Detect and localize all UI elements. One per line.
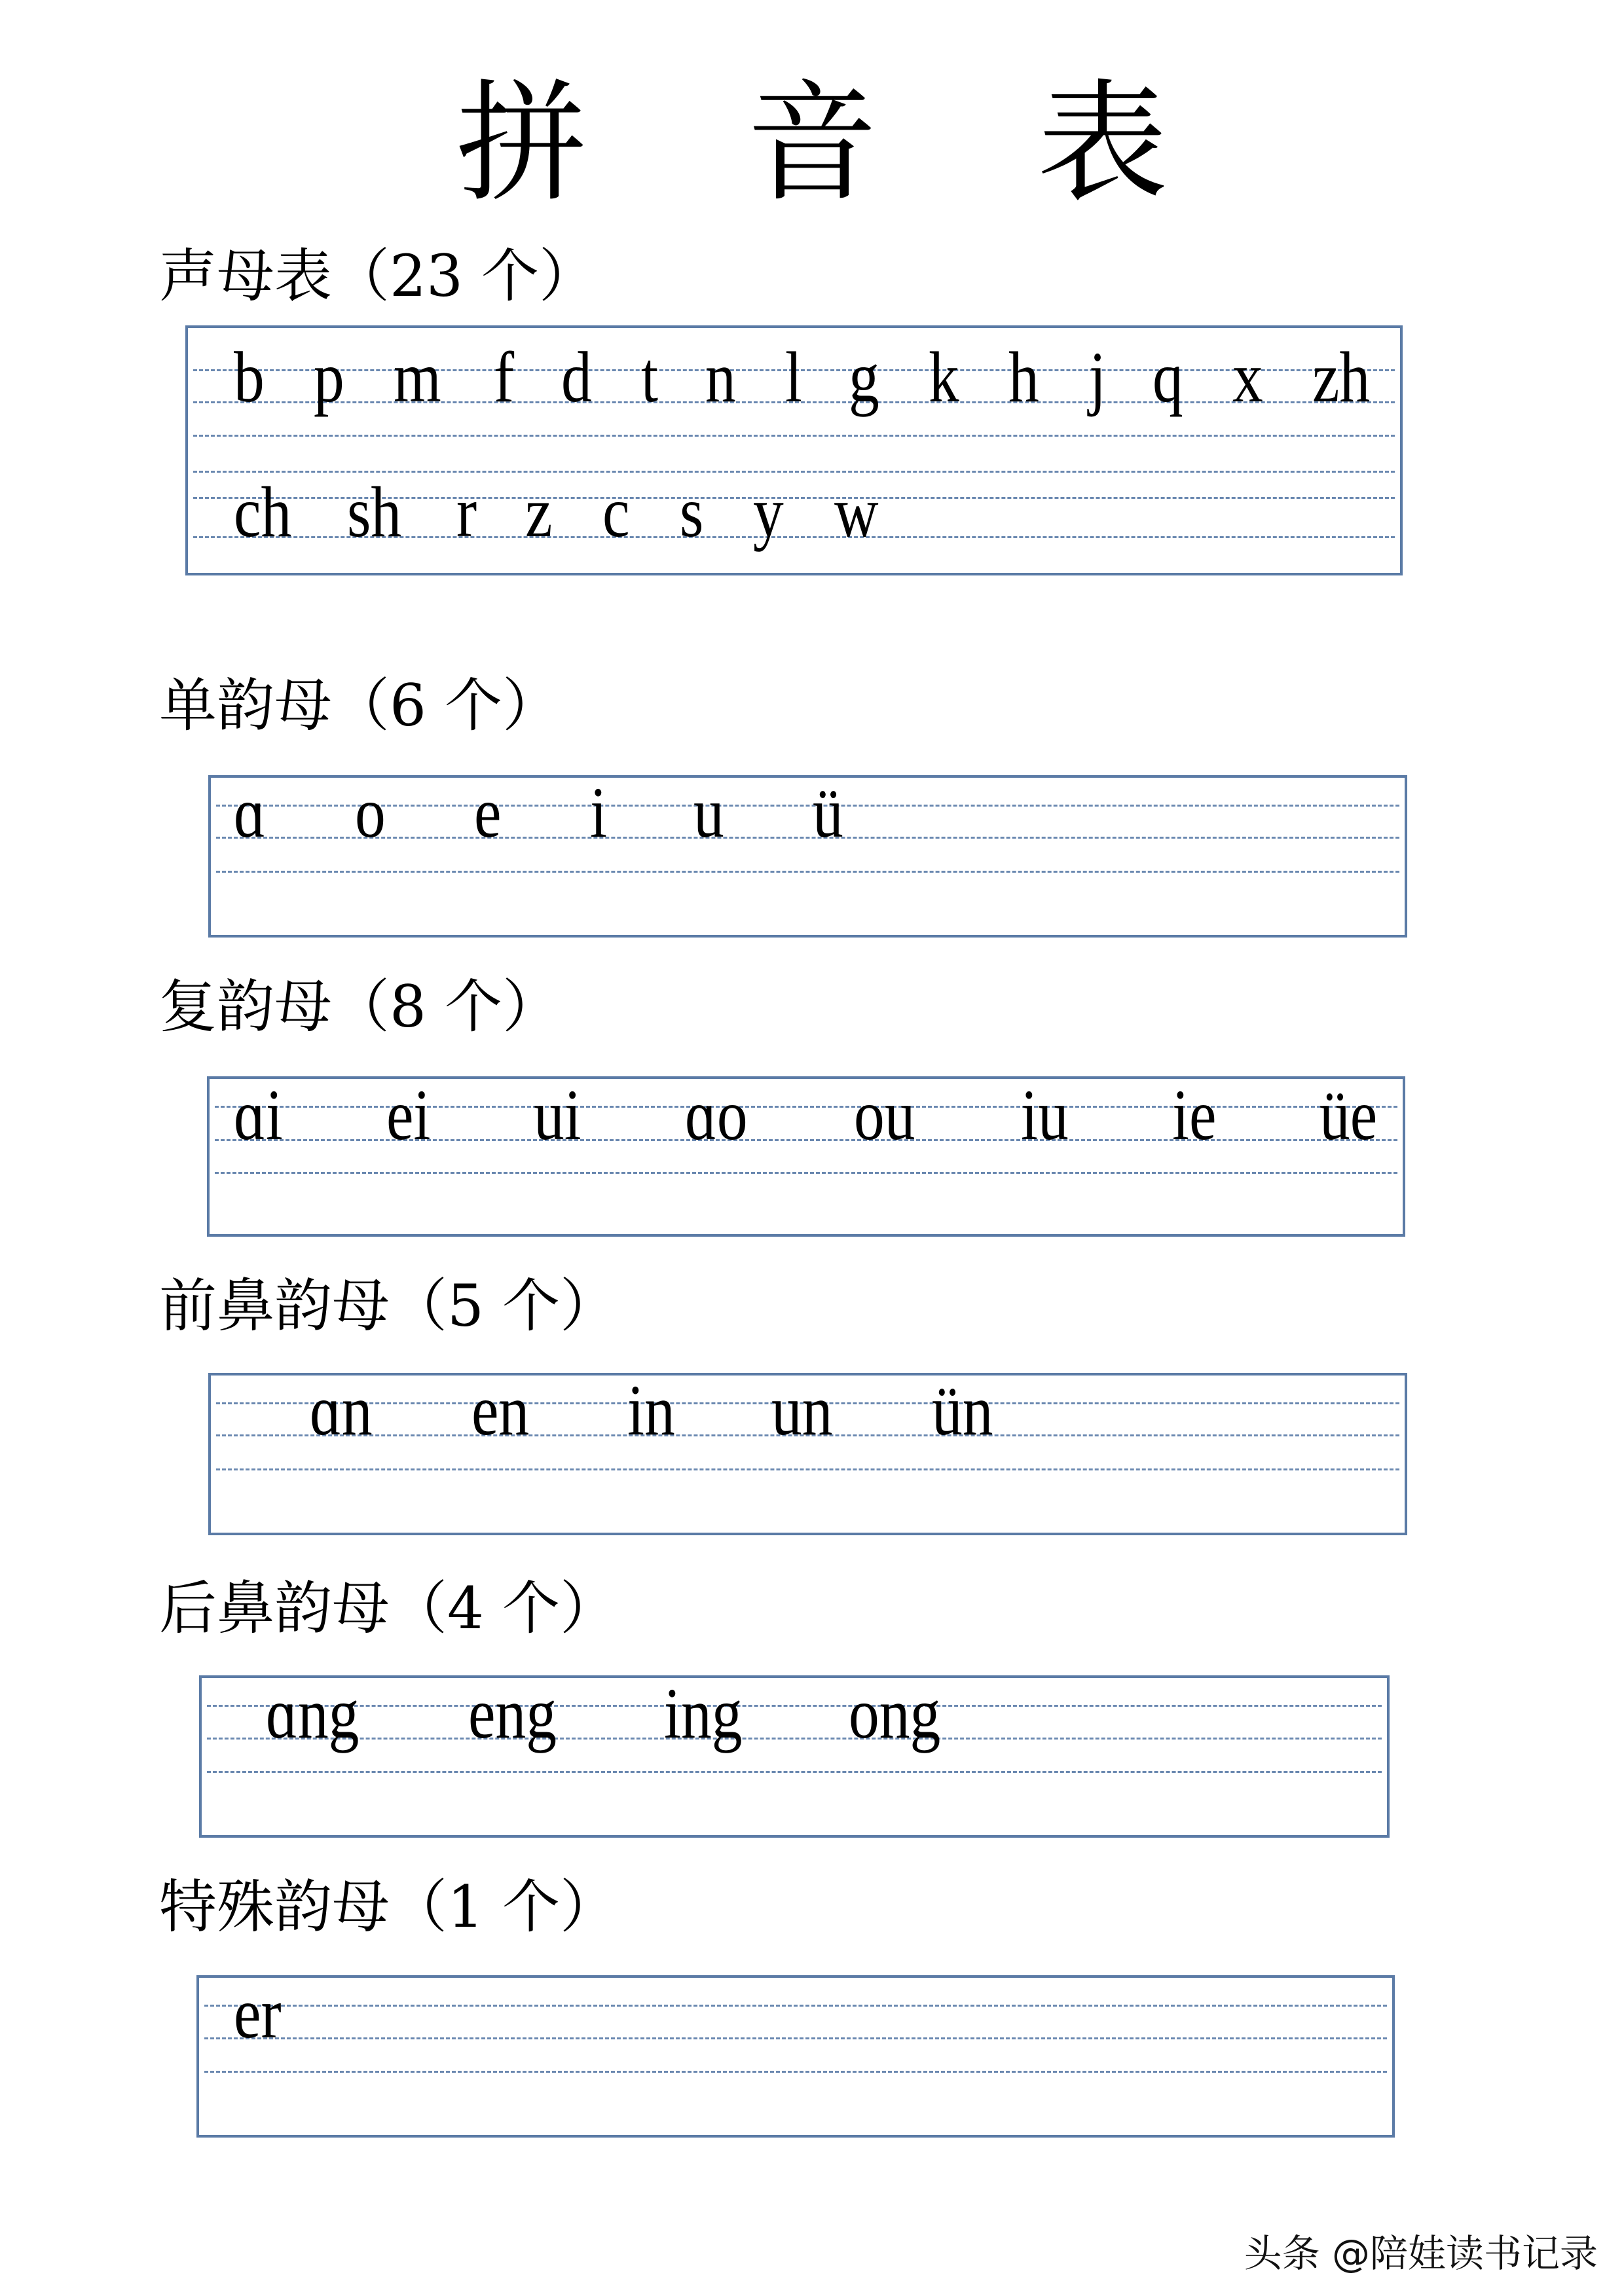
pinyin-item: k xyxy=(929,337,960,417)
pinyin-item: d xyxy=(561,337,593,417)
pinyin-item: c xyxy=(602,472,630,552)
pinyin-item: e xyxy=(474,773,502,852)
pinyin-item: r xyxy=(456,472,477,552)
pinyin-item: y xyxy=(752,472,784,552)
pinyin-item: w xyxy=(834,472,879,552)
pinyin-item: ɑn xyxy=(310,1370,373,1450)
pinyin-row xyxy=(234,472,886,552)
page-title: 拼 音 表 xyxy=(456,67,1227,220)
guide-line xyxy=(216,871,1399,873)
pinyin-item: f xyxy=(493,337,514,417)
pinyin-item: t xyxy=(641,337,659,417)
pinyin-item: i xyxy=(589,773,607,852)
pinyin-item: j xyxy=(1088,337,1106,417)
pinyin-item: u xyxy=(693,773,724,852)
pinyin-item: en xyxy=(471,1370,530,1450)
pinyin-item: zh xyxy=(1312,337,1371,417)
guide-line xyxy=(216,1468,1399,1470)
guide-line xyxy=(204,2071,1387,2073)
pinyin-item: ɑng xyxy=(266,1673,360,1753)
pinyin-item: un xyxy=(771,1370,833,1450)
section-heading: 单韵母（6 个） xyxy=(159,672,560,739)
section-heading: 特殊韵母（1 个） xyxy=(159,1873,618,1941)
guide-line xyxy=(204,2005,1387,2007)
pinyin-row xyxy=(234,1973,365,2053)
pinyin-item: s xyxy=(679,472,704,552)
pinyin-item: ü xyxy=(812,773,843,852)
pinyin-row xyxy=(234,773,849,852)
guide-line xyxy=(204,2037,1387,2039)
pinyin-item: sh xyxy=(346,472,401,552)
pinyin-item: l xyxy=(784,337,802,417)
writing-box xyxy=(196,1975,1395,2138)
pinyin-row xyxy=(234,337,1380,417)
pinyin-item: ün xyxy=(931,1370,993,1450)
watermark: 头条 @陪娃读书记录 xyxy=(1244,2231,1598,2276)
pinyin-item: ong xyxy=(848,1673,941,1753)
pinyin-item: in xyxy=(627,1370,676,1450)
pinyin-item: er xyxy=(234,1973,282,2053)
pinyin-item: ɑ xyxy=(234,773,266,852)
pinyin-item: p xyxy=(314,337,344,417)
pinyin-item: n xyxy=(705,337,736,417)
pinyin-item: ing xyxy=(664,1673,743,1753)
pinyin-item: ei xyxy=(386,1075,431,1155)
pinyin-item: ou xyxy=(854,1075,915,1155)
pinyin-item: iu xyxy=(1021,1075,1069,1155)
pinyin-item: o xyxy=(354,773,386,852)
pinyin-item: ch xyxy=(234,472,292,552)
pinyin-item: ui xyxy=(534,1075,581,1155)
pinyin-item: q xyxy=(1153,337,1183,417)
section-heading: 声母表（23 个） xyxy=(159,242,597,310)
pinyin-item: b xyxy=(234,337,265,417)
guide-line xyxy=(193,435,1395,437)
guide-line xyxy=(207,1771,1382,1773)
pinyin-item: z xyxy=(525,472,553,552)
pinyin-row xyxy=(310,1370,1004,1450)
guide-line xyxy=(215,1172,1397,1174)
pinyin-item: x xyxy=(1232,337,1263,417)
pinyin-item: h xyxy=(1008,337,1040,417)
pinyin-item: ɑi xyxy=(234,1075,283,1155)
pinyin-item: m xyxy=(394,337,441,417)
pinyin-row xyxy=(234,1075,1388,1155)
pinyin-row xyxy=(266,1673,957,1753)
section-heading: 后鼻韵母（4 个） xyxy=(159,1575,618,1642)
section-heading: 前鼻韵母（5 个） xyxy=(159,1272,618,1339)
pinyin-item: ɑo xyxy=(685,1075,748,1155)
section-heading: 复韵母（8 个） xyxy=(159,973,560,1040)
pinyin-item: üe xyxy=(1320,1075,1378,1155)
pinyin-item: g xyxy=(849,337,880,417)
pinyin-item: ie xyxy=(1172,1075,1217,1155)
pinyin-item: eng xyxy=(468,1673,557,1753)
